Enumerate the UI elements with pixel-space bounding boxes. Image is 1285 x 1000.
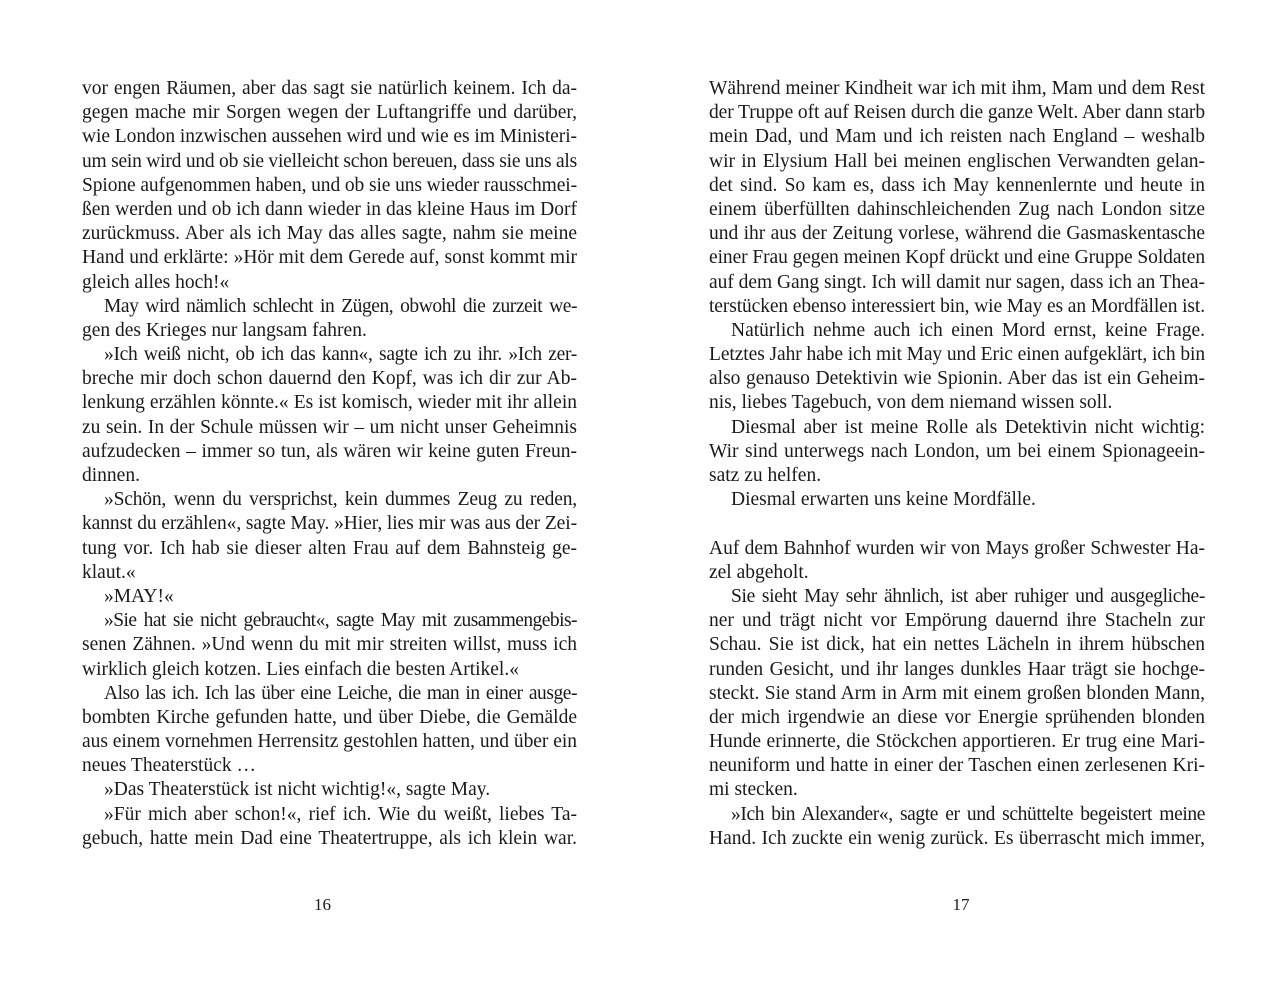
text-line: senen Zähnen. »Und wenn du mit mir streiten willst, muss ich: [82, 634, 577, 656]
text-line: neuniform und hatte in einer der Taschen einen zerlesenen Kri-: [709, 755, 1205, 777]
text-line: gegen mache mir Sorgen wegen der Luftangriffe und darüber,: [82, 102, 577, 124]
text-line: um sein wird und ob sie vielleicht schon bereuen, dass sie uns als: [82, 150, 578, 172]
text-line: einer Frau gegen meinen Kopf drückt und eine Gruppe Soldaten: [709, 247, 1205, 269]
text-line: terstücken ebenso interessiert bin, wie May es an Mordfällen ist.: [709, 295, 1205, 317]
text-line: lenkung erzählen könnte.« Es ist komisch, wieder mit ihr allein: [82, 392, 577, 414]
text-line: Sie sieht May sehr ähnlich, ist aber ruhiger und ausgegliche-: [731, 585, 1205, 607]
left-page-text: [82, 77, 577, 851]
text-line: »Das Theaterstück ist nicht wichtig!«, sagte May.: [104, 779, 491, 801]
text-line: und ihr aus der Zeitung vorlese, während die Gasmaskentasche: [709, 223, 1205, 245]
text-line: Während meiner Kindheit war ich mit ihm, Mam und dem Rest: [709, 78, 1205, 99]
text-line: wirklich gleich kotzen. Lies einfach die besten Artikel.«: [82, 658, 519, 680]
text-line: klaut.«: [82, 561, 136, 583]
text-line: zel abgeholt.: [709, 561, 809, 583]
text-line: ner und trägt nicht vor Empörung dauernd ihre Stacheln zur: [709, 610, 1205, 632]
text-line: Hunde erinnerte, die Stöckchen apportieren. Er trug eine Mari-: [709, 731, 1205, 753]
text-line: Wir sind unterwegs nach London, um bei einem Spionageein-: [709, 440, 1205, 462]
right-page: [642, 0, 1284, 1000]
text-line: wie London inzwischen aussehen wird und wie es im Ministeri-: [82, 126, 577, 148]
text-line: bombten Kirche gefunden hatte, und über Diebe, die Gemälde: [82, 706, 577, 728]
text-line: gebuch, hatte mein Dad eine Theatertruppe, als ich klein war.: [82, 827, 577, 849]
text-line: mein Dad, und Mam und ich reisten nach England – weshalb: [709, 126, 1205, 148]
text-line: Also las ich. Ich las über eine Leiche, die man in einer ausge-: [104, 682, 577, 704]
text-line: der mich irgendwie an diese vor Energie sprühenden blonden: [709, 706, 1205, 728]
text-line: satz zu helfen.: [709, 465, 822, 486]
text-line: Hand. Ich zuckte ein wenig zurück. Es überrascht mich immer,: [709, 827, 1205, 849]
text-line: »Für mich aber schon!«, rief ich. Wie du weißt, liebes Ta-: [104, 803, 577, 825]
text-line: breche mir doch schon dauernd den Kopf, was ich dir zur Ab-: [82, 368, 577, 390]
text-line: zurückmuss. Aber als ich May das alles sagte, nahm sie meine: [82, 223, 577, 245]
text-line: Letztes Jahr habe ich mit May und Eric einen aufgeklärt, ich bin: [709, 344, 1205, 366]
text-line: »Ich bin Alexander«, sagte er und schüttelte begeistert meine: [731, 803, 1205, 825]
text-line: ßen werden und ob ich dann wieder in das kleine Haus im Dorf: [82, 198, 577, 220]
text-line: May wird nämlich schlecht in Zügen, obwohl die zurzeit we-: [104, 295, 577, 317]
text-line: Diesmal erwarten uns keine Mordfälle.: [731, 489, 1036, 511]
text-line: Natürlich nehme auch ich einen Mord ernst, keine Frage.: [731, 319, 1205, 341]
text-line: nis, liebes Tagebuch, von dem niemand wissen soll.: [709, 392, 1113, 414]
text-line: Auf dem Bahnhof wurden wir von Mays großer Schwester Ha-: [709, 537, 1205, 559]
text-line: gen des Krieges nur langsam fahren.: [82, 319, 367, 341]
text-line: runden Gesicht, und ihr langes dunkles Haar trägt sie hochge-: [709, 658, 1205, 680]
text-line: zu sein. In der Schule müssen wir – um nicht unser Geheimnis: [82, 416, 577, 438]
text-line: kannst du erzählen«, sagte May. »Hier, lies mir was aus der Zei-: [82, 513, 577, 535]
blank-line: [709, 512, 1205, 536]
text-line: »Sie hat sie nicht gebraucht«, sagte May mit zusammengebis-: [104, 610, 577, 632]
text-line: steckt. Sie stand Arm in Arm mit einem großen blonden Mann,: [709, 682, 1205, 704]
text-line: mi stecken.: [709, 779, 798, 801]
text-line: »MAY!«: [104, 585, 174, 607]
text-line: Hand und erklärte: »Hör mit dem Gerede auf, sonst kommt mir: [82, 247, 577, 269]
text-line: »Ich weiß nicht, ob ich das kann«, sagte ich zu ihr. »Ich zer-: [104, 344, 577, 366]
text-line: aus einem vornehmen Herrensitz gestohlen hatten, und über ein: [82, 731, 577, 753]
right-page-text: [709, 77, 1205, 851]
text-line: tung vor. Ich hab sie dieser alten Frau auf dem Bahnsteig ge-: [82, 537, 577, 559]
text-line: gleich alles hoch!«: [82, 271, 230, 293]
text-line: det sind. So kam es, dass ich May kennenlernte und heute in: [709, 174, 1205, 196]
left-page: [0, 0, 642, 1000]
page-number: 16: [314, 895, 331, 914]
text-line: Schau. Sie ist dick, hat ein nettes Lächeln in ihrem hübschen: [709, 634, 1205, 656]
text-line: aufzudecken – immer so tun, als wären wir keine guten Freun-: [82, 440, 577, 462]
text-line: der Truppe oft auf Reisen durch die ganze Welt. Aber dann starb: [709, 102, 1205, 124]
text-line: »Schön, wenn du versprichst, kein dummes Zeug zu reden,: [104, 489, 577, 511]
text-line: vor engen Räumen, aber das sagt sie natürlich keinem. Ich da-: [82, 78, 577, 99]
text-line: wir in Elysium Hall bei meinen englischen Verwandten gelan-: [709, 150, 1205, 172]
text-line: auf dem Gang singt. Ich will damit nur sagen, dass ich an Thea-: [709, 271, 1205, 293]
text-line: Spione aufgenommen haben, und ob sie uns wieder rausschmei-: [82, 174, 577, 196]
text-line: neues Theaterstück …: [82, 755, 256, 777]
text-line: also genauso Detektivin wie Spionin. Aber das ist ein Geheim-: [709, 368, 1205, 390]
text-line: einem überfüllten dahinschleichenden Zug nach London sitze: [709, 198, 1205, 220]
page-number: 17: [952, 895, 970, 914]
text-line: dinnen.: [82, 465, 140, 486]
text-line: Diesmal aber ist meine Rolle als Detektivin nicht wichtig:: [731, 416, 1205, 438]
